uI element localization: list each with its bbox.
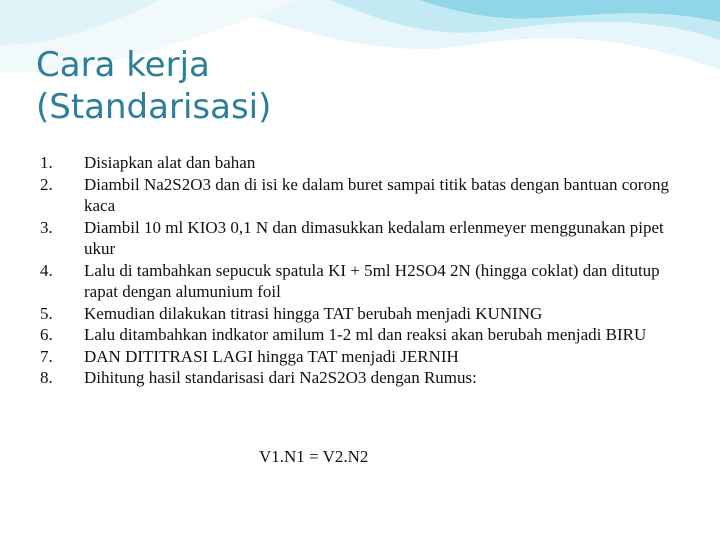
formula: V1.N1 = V2.N2 — [259, 447, 369, 466]
step-text: Lalu di tambahkan sepucuk spatula KI + 5ml H2SO4 2N (hingga coklat) dan ditutup rapat dengan alumunium foil — [84, 260, 660, 301]
list-item — [40, 324, 690, 346]
step-number: 7. — [40, 346, 53, 366]
step-text: Diambil 10 ml KIO3 0,1 N dan dimasukkan kedalam erlenmeyer menggunakan pipet ukur — [84, 217, 664, 258]
list-item — [40, 303, 690, 325]
procedure-list — [40, 152, 690, 389]
step-text: Kemudian dilakukan titrasi hingga TAT berubah menjadi KUNING — [84, 303, 543, 323]
step-text: Diambil Na2S2O3 dan di isi ke dalam buret sampai titik batas dengan bantuan corong kaca — [84, 174, 669, 215]
slide-title — [36, 44, 696, 128]
list-item — [40, 260, 690, 303]
step-text: Dihitung hasil standarisasi dari Na2S2O3 dengan Rumus: — [84, 368, 477, 387]
step-text: Lalu ditambahkan indkator amilum 1-2 ml dan reaksi akan berubah menjadi BIRU — [84, 325, 647, 344]
step-text: Disiapkan alat dan bahan — [84, 153, 256, 172]
step-number: 4. — [40, 260, 53, 280]
title-line-1: Cara kerja — [36, 45, 210, 85]
step-number: 5. — [40, 303, 53, 323]
list-item — [40, 174, 690, 217]
step-text: DAN DITITRASI LAGI hingga TAT menjadi JERNIH — [84, 346, 459, 366]
step-number: 8. — [40, 368, 53, 387]
list-item — [40, 367, 690, 389]
step-number: 2. — [40, 174, 53, 194]
step-number: 1. — [40, 153, 53, 172]
step-number: 3. — [40, 217, 53, 237]
step-number: 6. — [40, 325, 53, 344]
list-item — [40, 152, 690, 174]
list-item — [40, 346, 690, 368]
title-line-2: (Standarisasi) — [36, 87, 272, 127]
list-item — [40, 217, 690, 260]
